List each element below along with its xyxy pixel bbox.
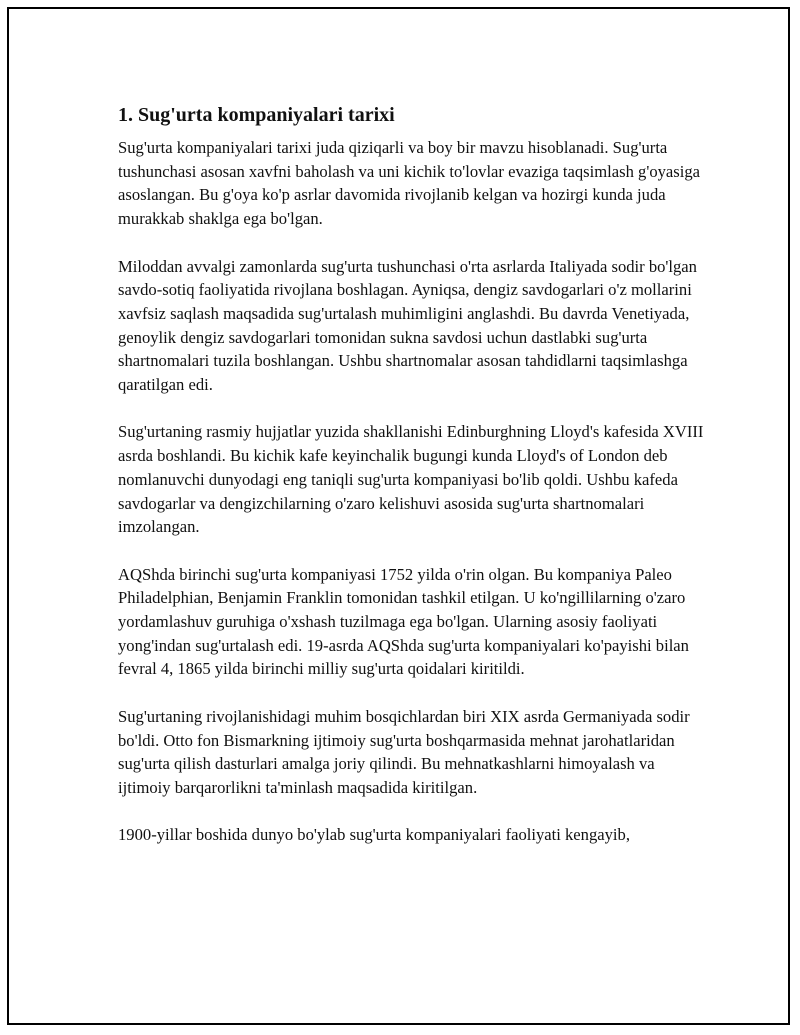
page-frame — [7, 7, 790, 1025]
paragraph-intro: Sug'urta kompaniyalari tarixi juda qiziqarli va boy bir mavzu hisoblanadi. Sug'urta tushunchasi asosan xavfni baholash va uni kichik to'lovlar evaziga taqsimlash g'oyasiga asoslangan. Bu g'oya ko'p asrlar davomida rivojlanib kelgan va hozirgi kunda juda murakkab shaklga ega bo'lgan. — [118, 138, 701, 229]
document-body — [118, 101, 706, 871]
section-heading: 1. Sug'urta kompaniyalari tarixi — [118, 104, 395, 126]
paragraph-germany: Sug'urtaning rivojlanishidagi muhim bosqichlardan biri XIX asrda Germaniyada sodir bo'ldi. Otto fon Bismarkning ijtimoiy sug'urta boshqarmasida mehnat jarohatlaridan sug'urta qilish dasturlari amalga joriy qilindi. Bu mehnatkashlarni himoyalash va ijtimoiy barqarorlikni ta'minlash maqsadida kiritilgan. — [118, 706, 690, 797]
paragraph-1900s: 1900-yillar boshida dunyo bo'ylab sug'urta kompaniyalari faoliyati kengayib, — [118, 825, 630, 845]
paragraph-italy-origins: Miloddan avvalgi zamonlarda sug'urta tushunchasi o'rta asrlarda Italiyada sodir bo'lgan savdo-sotiq faoliyatida rivojlana boshlagan. Ayniqsa, dengiz savdogarlari o'z mollarini xavfsiz saqlash maqsadida sug'urtalash muhimligini anglashdi. Bu davrda Venetiyada, genoylik dengiz savdogarlari tomonidan sukna savdosi uchun dastlabki sug'urta shartnomalari tuzila boshlangan. Ushbu shartnomalar asosan tahdidlarni taqsimlashga qaratilgan edi. — [118, 256, 697, 395]
paragraph-usa: AQShda birinchi sug'urta kompaniyasi 1752 yilda o'rin olgan. Bu kompaniya Paleo Philadelphian, Benjamin Franklin tomonidan tashkil etilgan. U ko'ngillilarning o'zaro yordamlashuv guruhiga o'xshash tuzilmaga ega bo'lgan. Ularning asosiy faoliyati yong'indan sug'urtalash edi. 19-asrda AQShda sug'urta kompaniyalari ko'payishi bilan fevral 4, 1865 yilda birinchi milliy sug'urta qoidalari kiritildi. — [118, 564, 689, 679]
paragraph-lloyds: Sug'urtaning rasmiy hujjatlar yuzida shakllanishi Edinburghning Lloyd's kafesida XVIII asrda boshlandi. Bu kichik kafe keyinchalik bugungi kunda Lloyd's of London deb nomlanuvchi dunyodagi eng taniqli sug'urta kompaniyasi bo'lib qoldi. Ushbu kafeda savdogarlar va dengizchilarning o'zaro kelishuvi asosida sug'urta shartnomalari imzolangan. — [118, 422, 704, 537]
